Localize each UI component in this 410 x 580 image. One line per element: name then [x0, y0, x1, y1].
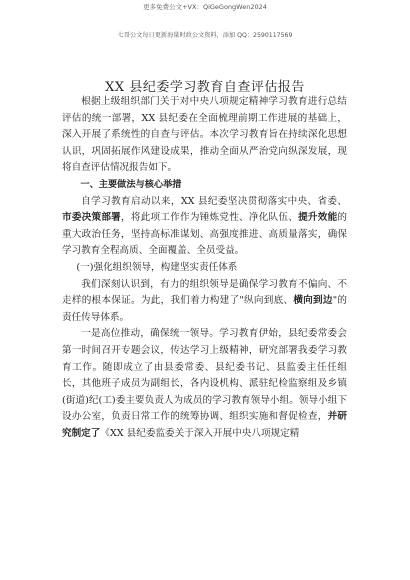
section-heading: 一、主要做法与核心举措 [80, 178, 182, 190]
text-run: ，将此项工作作为锤炼党性、净化队伍、 [121, 212, 299, 224]
bold-text-run: 并研究制定了 [62, 411, 348, 439]
text-run: 自学习教育启动以来，XX 县纪委坚决贯彻落实中央、省委、 [81, 195, 347, 207]
text-run: 一是高位推动，确保统一领导。学习教育伊始，县纪委常委会第一时间召开专题会议，传达学习上级精神，研究部署我委学习教育工作。随即成立了由县委常委、县纪委书记、县监委主任任组长，其他班子成员为副组长，各内设机构、派驻纪检监察组及乡镇(街道)纪(工)委主要负责人为成员的学习教育领导小组。领导小组下设办公室，负责日常工作的统筹协调、组织实施和督促检查， [62, 328, 347, 423]
subsection-paragraph [62, 277, 347, 327]
document-body [62, 94, 347, 442]
document-title: XX 县纪委学习教育自查评估报告 [105, 80, 305, 95]
header-note: 更多免费公文+VX：QiGeGongWen2024 [143, 3, 267, 11]
subsection-paragraph [62, 326, 347, 442]
bold-text-run: 市委决策部署 [62, 212, 122, 224]
intro-paragraph: 根据上级组织部门关于对中央八项规定精神学习教育进行总结评估的统一部署，XX 县纪委在全面梳理前期工作进展的基础上，深入开展了系统性的自查与评估。本次学习教育旨在持续深化思想认识，巩固拓展作风建设成果，推动全面从严治党向纵深发展，现将自查评估情况报告如下。 [62, 96, 347, 174]
bold-text-run: 横向到边 [293, 295, 333, 307]
text-run: "的责任传导体系。 [62, 295, 348, 323]
section-paragraph [62, 194, 347, 260]
text-run: 《XX 县纪委监委关于深入开展中央八项规定精 [100, 427, 300, 439]
text-run: 我们深刻认识到，有力的组织领导是确保学习教育不偏向、不走样的根本保证。为此，我们着力构建了"纵向到底、 [62, 278, 347, 307]
header-subnote: 七哥公文每日更新海量时政公文资料，添加 QQ：2590117569 [117, 32, 293, 39]
text-run: 的重大政治任务，坚持高标准谋划、高强度推进、高质量落实，确保学习教育全程高质、全面覆盖、全员受益。 [62, 212, 347, 257]
subsection-heading: (一)强化组织领导，构建坚实责任体系 [76, 261, 238, 273]
bold-text-run: 提升效能 [298, 212, 338, 224]
